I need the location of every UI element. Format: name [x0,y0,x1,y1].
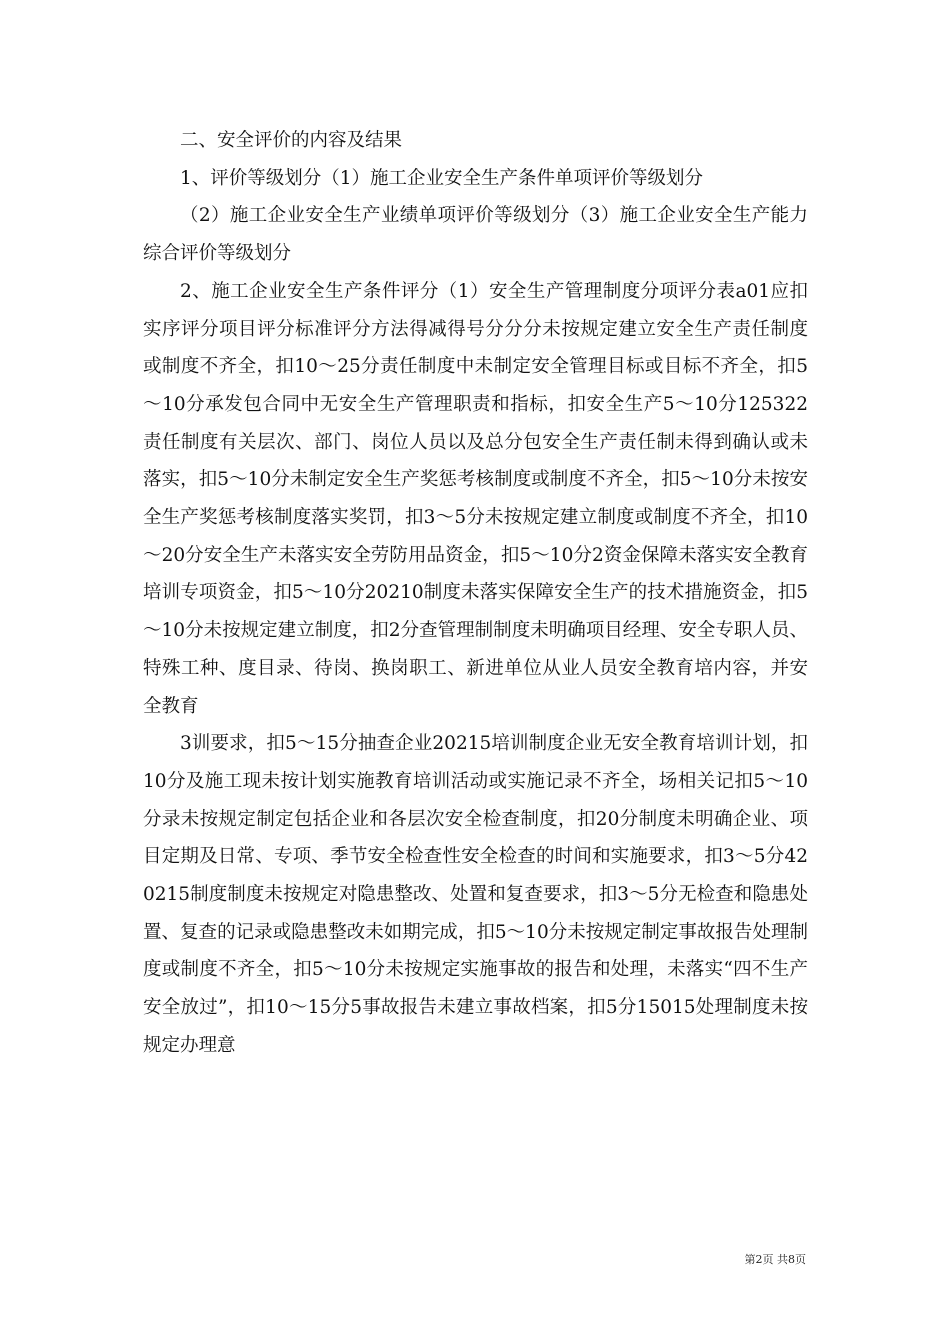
section-heading: 二、安全评价的内容及结果 [180,130,403,151]
footer-total-pages: 8 [788,1253,795,1266]
page-footer [745,1251,807,1267]
paragraph-performance-grade: （2）施工企业安全生产业绩单项评价等级划分（3）施工企业安全生产能力综合评价等级划分 [143,205,808,265]
footer-current-page: 2 [755,1253,763,1266]
footer-page-suffix: 页 [795,1253,806,1266]
footer-page-label: 第 [744,1253,756,1266]
footer-page-of: 页 共 [762,1253,788,1266]
paragraph-grade-division: 1、评价等级划分（1）施工企业安全生产条件单项评价等级划分 [180,167,704,189]
document-body [143,122,808,1065]
paragraph-training-requirements: 3训要求，扣5～15分抽查企业20215培训制度企业无安全教育培训计划，扣10分及施工现未按计划实施教育培训活动或实施记录不齐全，场相关记扣5～10分录未按规定制定包括企业和各层次安全检查制度，扣20分制度未明确企业、项目定期及日常、专项、季节安全检查性安全检查的时间和实施要求，扣3～5分420215制度制度未按规定对隐患整改、处置和复查要求，扣3～5分无检查和隐患处置、复查的记录或隐患整改未如期完成，扣5～10分未按规定制定事故报告处理制度或制度不齐全，扣5～10分未按规定实施事故的报告和处理，未落实“四不生产安全放过”，扣10～15分5事故报告未建立事故档案，扣5分15015处理制度未按规定办理意 [143,733,808,1056]
paragraph-condition-scoring: 2、施工企业安全生产条件评分（1）安全生产管理制度分项评分表a01应扣实序评分项目评分标准评分方法得减得号分分分未按规定建立安全生产责任制度或制度不齐全，扣10～25分责任制度中未制定安全管理目标或目标不齐全，扣5～10分承发包合同中无安全生产管理职责和指标，扣安全生产5～10分125322责任制度有关层次、部门、岗位人员以及总分包安全生产责任制未得到确认或未落实，扣5～10分未制定安全生产奖惩考核制度或制度不齐全，扣5～10分未按安全生产奖惩考核制度落实奖罚，扣3～5分未按规定建立制度或制度不齐全，扣10～20分安全生产未落实安全劳防用品资金，扣5～10分2资金保障未落实安全教育培训专项资金，扣5～10分20210制度未落实保障安全生产的技术措施资金，扣5～10分未按规定建立制度，扣2分查管理制制度未明确项目经理、安全专职人员、特殊工种、度目录、待岗、换岗职工、新进单位从业人员安全教育培内容，并安全教育 [143,280,808,717]
